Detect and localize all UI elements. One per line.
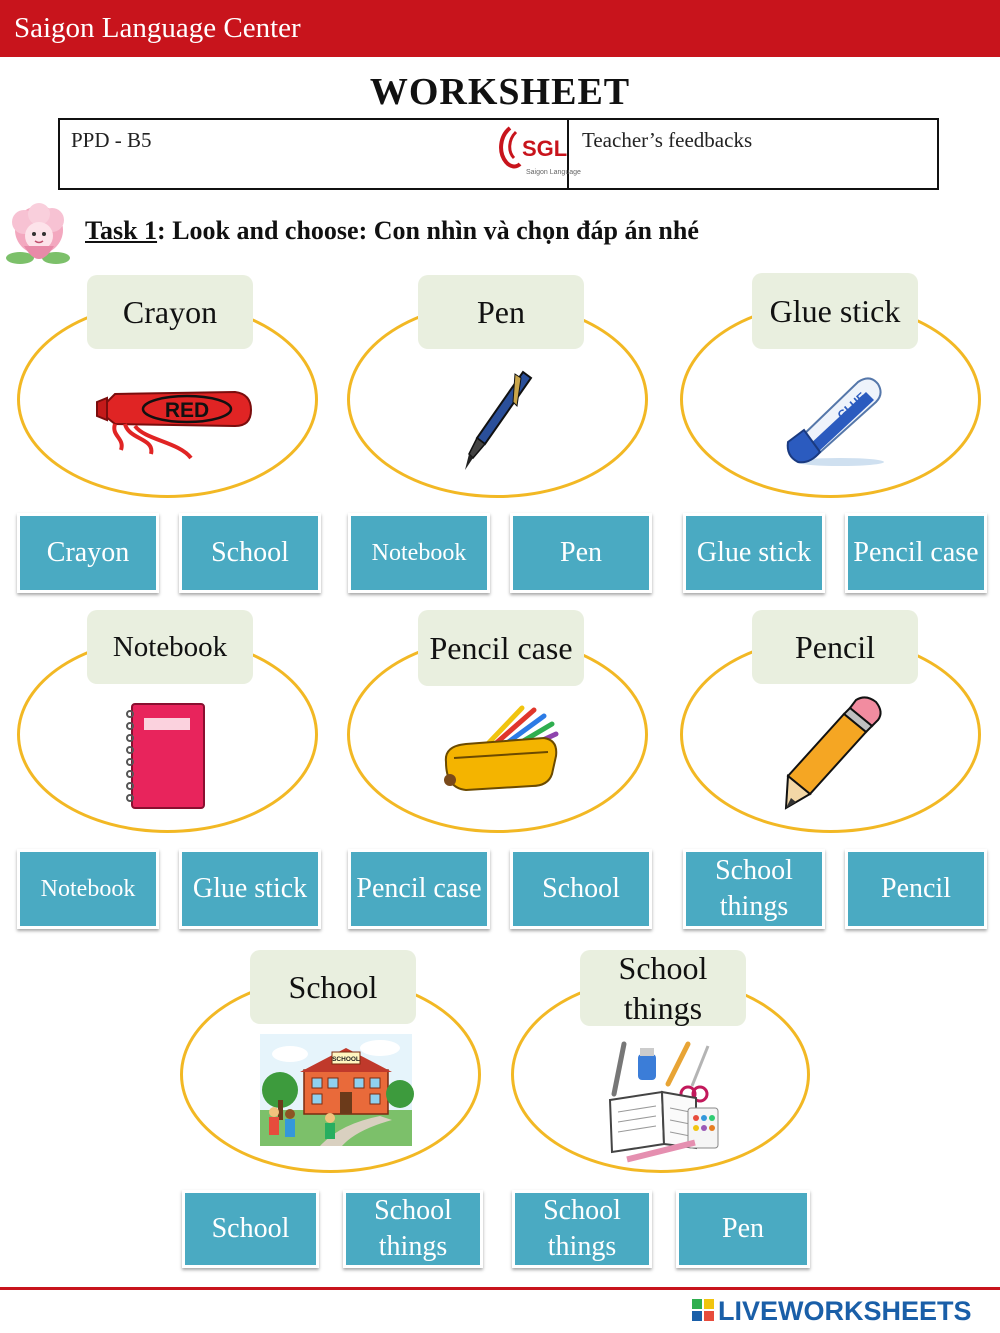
choice-school-2[interactable]: School things: [343, 1190, 483, 1268]
choice-notebook-1[interactable]: Notebook: [17, 849, 159, 929]
worksheet-code: PPD - B5: [71, 128, 152, 152]
center-name: Saigon Language Center: [14, 12, 301, 44]
crayon-label-text: RED: [164, 399, 210, 422]
choice-pen-1[interactable]: Notebook: [348, 513, 490, 593]
flower-icon: [2, 200, 76, 274]
teacher-feedback-label: Teacher’s feedbacks: [582, 128, 753, 152]
glue-stick-image: [780, 368, 890, 468]
choice-crayon-1[interactable]: Crayon: [17, 513, 159, 593]
logo-subtext: Saigon Language: [526, 169, 581, 176]
liveworksheets-logo: [692, 1294, 992, 1328]
choice-school-1[interactable]: School: [182, 1190, 319, 1268]
word-label-pencil-case: Pencil case: [418, 610, 584, 686]
choice-crayon-2[interactable]: School: [179, 513, 321, 593]
liveworksheets-icon: [692, 1299, 714, 1323]
choice-school-things-1[interactable]: School things: [512, 1190, 652, 1268]
choice-pencil-2[interactable]: Pencil: [845, 849, 987, 929]
pencil-image: [782, 694, 884, 812]
choice-pencil-1[interactable]: School things: [683, 849, 825, 929]
word-label-glue-stick: Glue stick: [752, 273, 918, 349]
logo-text: SGL: [522, 136, 568, 161]
sgl-logo: [496, 122, 581, 180]
choice-pencil-case-1[interactable]: Pencil case: [348, 849, 490, 929]
word-label-school-things: School things: [580, 950, 746, 1026]
notebook-image: [122, 700, 208, 812]
school-sign-text: SCHOOL: [332, 1056, 360, 1063]
pencil-case-image: [436, 702, 564, 798]
word-label-pen: Pen: [418, 275, 584, 349]
choice-glue-stick-2[interactable]: Pencil case: [845, 513, 987, 593]
choice-glue-stick-1[interactable]: Glue stick: [683, 513, 825, 593]
word-label-school: School: [250, 950, 416, 1024]
school-image: [260, 1034, 412, 1146]
task-label: Task 1: [85, 216, 158, 245]
choice-pen-2[interactable]: Pen: [510, 513, 652, 593]
word-label-crayon: Crayon: [87, 275, 253, 349]
choice-school-things-2[interactable]: Pen: [676, 1190, 810, 1268]
task-text: : Look and choose: Con nhìn và chọn đáp án nhé: [157, 216, 699, 245]
pen-image: [455, 368, 535, 472]
crayon-image: [95, 380, 255, 466]
choice-notebook-2[interactable]: Glue stick: [179, 849, 321, 929]
worksheet-title: WORKSHEET: [369, 71, 631, 113]
choice-pencil-case-2[interactable]: School: [510, 849, 652, 929]
word-label-notebook: Notebook: [87, 610, 253, 684]
liveworksheets-brand: LIVEWORKSHEETS: [718, 1295, 972, 1326]
school-things-image: [604, 1040, 726, 1158]
word-label-pencil: Pencil: [752, 610, 918, 684]
task-instruction: [85, 216, 699, 246]
footer-divider: [0, 1287, 1000, 1290]
glue-label-text: GLUE: [834, 389, 869, 423]
